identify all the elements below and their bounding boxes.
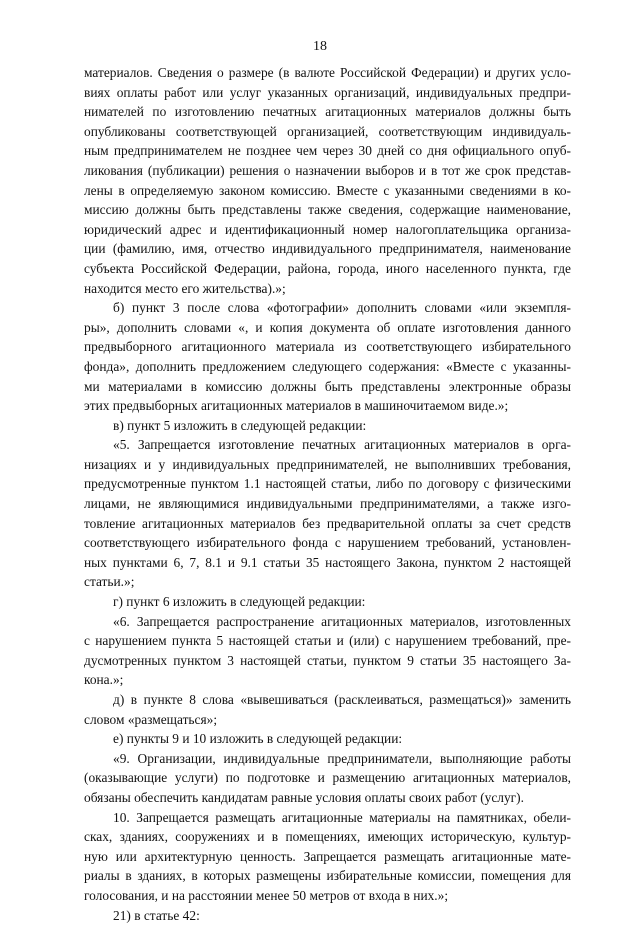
text-line: миссию должны быть представлены также сведения, содержащие наименование, [84, 202, 571, 218]
text-line: е) пункты 9 и 10 изложить в следующей редакции: [113, 731, 403, 747]
text-line: ных пунктами 6, 7, 8.1 и 9.1 статьи 35 настоящего Закона, пунктом 2 настоящей [84, 554, 571, 570]
text-line: обязаны обеспечить кандидатам равные условия оплаты своих работ (услуг). [84, 789, 524, 805]
text-line: этих предвыборных агитационных материалов в машиночитаемом виде.»; [84, 398, 509, 414]
text-line: лицами, не являющимися индивидуальными предпринимателями, а также изго- [84, 496, 571, 512]
text-line: лены в определяемую законом комиссию. Вместе с указанными сведениями в ко- [84, 182, 571, 198]
text-line: сках, зданиях, сооружениях и в помещениях, имеющих историческую, культур- [84, 829, 571, 845]
text-line: ным предпринимателем не позднее чем через 30 дней со дня официального опуб- [84, 143, 571, 159]
text-line: с нарушением пункта 5 настоящей статьи и (или) с нарушением требований, пре- [84, 633, 571, 649]
text-line: риалы в зданиях, в которых размещены избирательные комиссии, помещения для [84, 868, 571, 884]
text-line: юридический адрес и идентификационный номер налогоплательщика организа- [84, 221, 571, 237]
text-line: ры», дополнить словами «, и копия документа об оплате изготовления данного [84, 319, 571, 335]
text-line: низациях и у индивидуальных предпринимателей, не выполнивших требования, [84, 456, 571, 472]
text-line: 10. Запрещается размещать агитационные материалы на памятниках, обели- [113, 809, 571, 825]
text-line: нимателей по изготовлению печатных агитационных материалов должны быть [84, 104, 571, 120]
text-line: ми материалами в комиссию должны быть представлены электронные образы [84, 378, 571, 394]
text-line: предусмотренные пунктом 1.1 настоящей статьи, либо по договору с физическими [84, 476, 571, 492]
text-line: статьи.»; [84, 574, 135, 590]
text-line: «6. Запрещается распространение агитационных материалов, изготовленных [113, 613, 571, 629]
text-line: дусмотренных пунктом 3 настоящей статьи, пунктом 9 статьи 35 настоящего За- [84, 652, 571, 668]
text-line: опубликованы соответствующей организацией, соответствующим индивидуаль- [84, 123, 571, 139]
text-line: виях оплаты работ или услуг указанных организаций, индивидуальных предпри- [84, 84, 571, 100]
text-line: б) пункт 3 после слова «фотографии» дополнить словами «или экземпля- [113, 300, 571, 316]
text-line: соответствующего избирательного фонда с нарушением требований, установлен- [84, 535, 571, 551]
text-line: 21) в статье 42: [113, 907, 200, 923]
text-line: «9. Организации, индивидуальные предприниматели, выполняющие работы [113, 750, 571, 766]
text-line: находится место его жительства).»; [84, 280, 286, 296]
text-line: «5. Запрещается изготовление печатных агитационных материалов в орга- [113, 437, 571, 453]
text-line: ную или архитектурную ценность. Запрещается размещать агитационные мате- [84, 848, 571, 864]
text-line: субъекта Российской Федерации, района, города, иного населенного пункта, где [84, 260, 571, 276]
text-line: материалов. Сведения о размере (в валюте Российской Федерации) и других усло- [84, 65, 571, 80]
text-line: ликования (публикации) решения о назначении выборов и в тот же срок представ- [84, 162, 571, 178]
text-line: в) пункт 5 изложить в следующей редакции: [113, 417, 367, 433]
text-line: ции (фамилию, имя, отчество индивидуального предпринимателя, наименование [84, 241, 571, 257]
document-body [84, 63, 571, 925]
page-number: 18 [313, 39, 327, 54]
text-line: кона.»; [84, 672, 124, 688]
text-line: д) в пункте 8 слова «вывешиваться (расклеиваться, размещаться)» заменить [113, 692, 571, 707]
text-line: предвыборного агитационного материала из соответствующего избирательного [84, 339, 571, 355]
text-line: товление агитационных материалов без предварительной оплаты за счет средств [84, 515, 571, 531]
text-line: фонда», дополнить предложением следующего содержания: «Вместе с указанны- [84, 358, 571, 374]
text-line: голосования, и на расстоянии менее 50 метров от входа в них.»; [84, 887, 449, 903]
text-line: г) пункт 6 изложить в следующей редакции: [113, 594, 366, 610]
text-line: словом «размещаться»; [84, 711, 218, 727]
text-line: (оказывающие услуги) по подготовке и размещению агитационных материалов, [84, 770, 571, 786]
